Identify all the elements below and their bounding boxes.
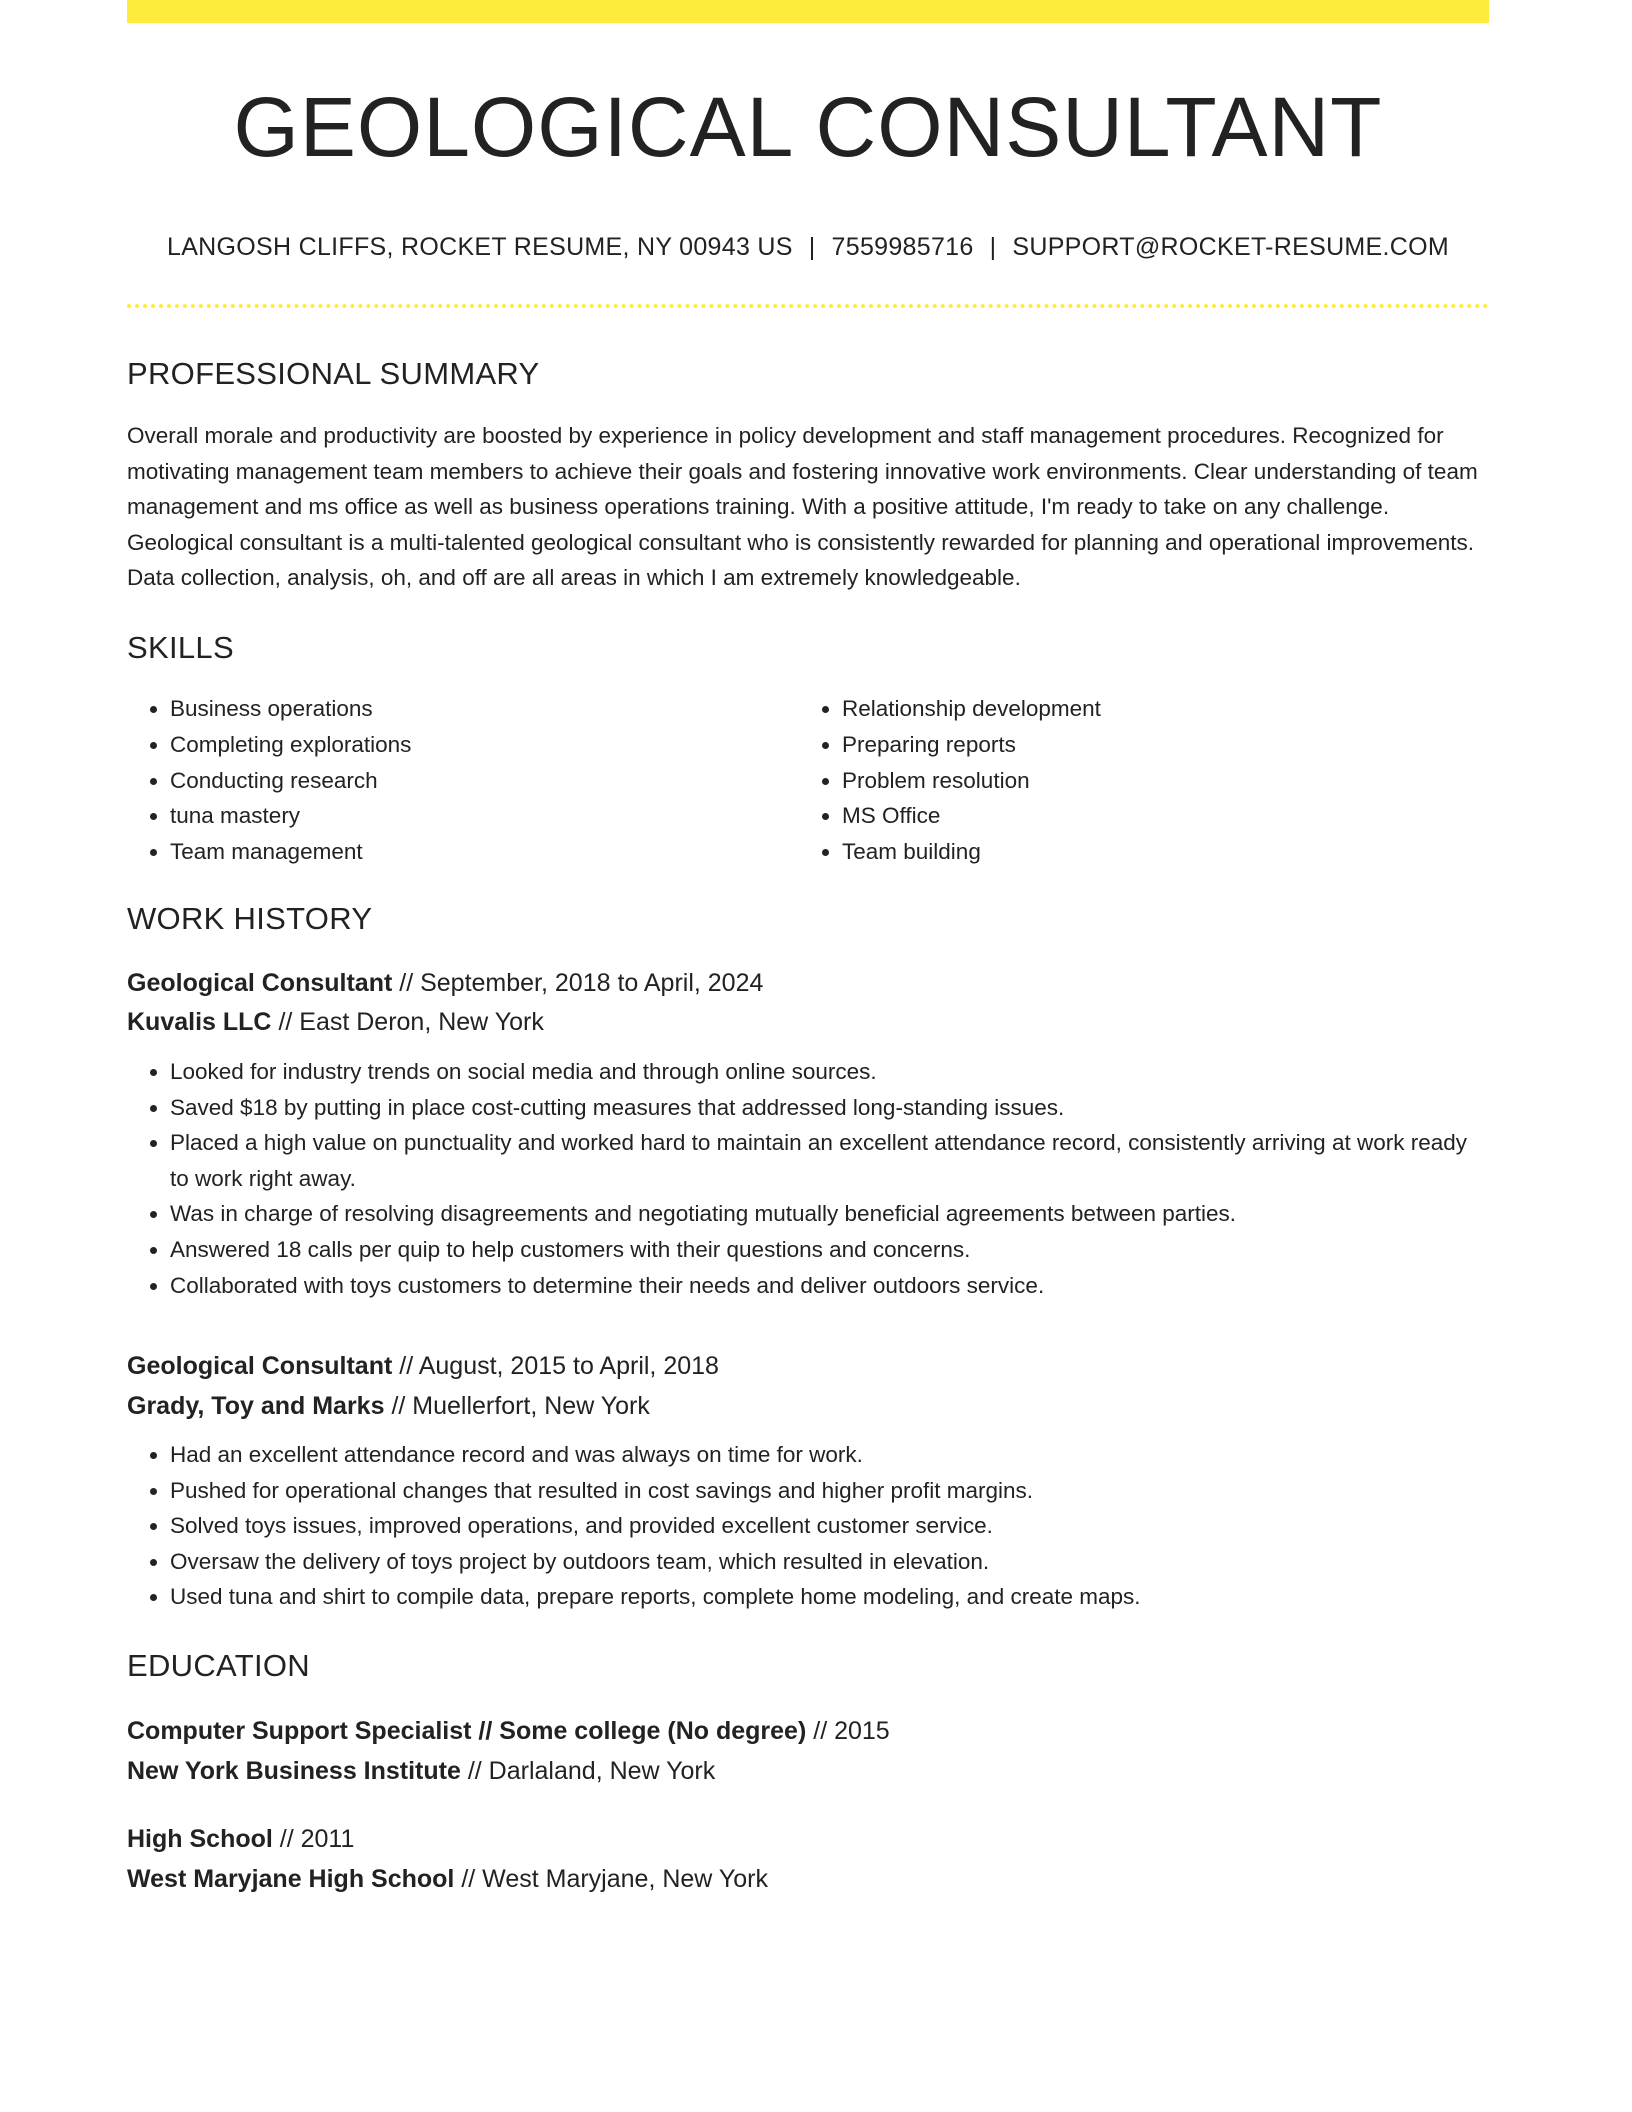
- resume-page: [127, 0, 1489, 1899]
- job-bullet: • Placed a high value on punctuality and worked hard to maintain an excellent attendance record, consistently arriving at work ready to work right away.: [170, 1125, 1489, 1196]
- job-bullet: • Saved $18 by putting in place cost-cutting measures that addressed long-standing issues.: [170, 1090, 1489, 1126]
- job-location: // East Deron, New York: [278, 1008, 544, 1037]
- education-school-line: [127, 1860, 1489, 1900]
- job-bullet: • Looked for industry trends on social media and through online sources.: [170, 1054, 1489, 1090]
- skill-item: • Team management: [170, 834, 799, 870]
- skill-item: • tuna mastery: [170, 798, 799, 834]
- accent-bar: [127, 0, 1489, 23]
- job-title-line: [127, 964, 1489, 1004]
- education-location: // West Maryjane, New York: [461, 1864, 768, 1893]
- contact-separator: |: [808, 233, 816, 261]
- education-school: West Maryjane High School: [127, 1864, 455, 1893]
- skill-item: • Relationship development: [842, 691, 1471, 727]
- education-year: // 2015: [813, 1717, 890, 1746]
- job-title: Geological Consultant: [127, 968, 393, 997]
- skills-list: [127, 691, 1489, 870]
- summary-heading: PROFESSIONAL SUMMARY: [127, 356, 540, 391]
- contact-phone: 7559985716: [831, 233, 974, 261]
- skills-column-left: [127, 691, 799, 870]
- job-bullets: [127, 1437, 1489, 1615]
- job-company-line: [127, 1003, 1489, 1043]
- education-entry: [127, 1820, 1489, 1899]
- education-degree: High School: [127, 1825, 273, 1854]
- skill-item: • Business operations: [170, 691, 799, 727]
- job-bullets: [127, 1054, 1489, 1303]
- job-dates: // September, 2018 to April, 2024: [399, 968, 764, 997]
- education-degree: Computer Support Specialist // Some college (No degree): [127, 1717, 807, 1746]
- education-heading: EDUCATION: [127, 1648, 310, 1684]
- education-degree-line: [127, 1712, 1489, 1752]
- job-bullet: • Used tuna and shirt to compile data, prepare reports, complete home modeling, and create maps.: [170, 1579, 1489, 1615]
- skill-item: • Preparing reports: [842, 727, 1471, 763]
- job-bullet: • Answered 18 calls per quip to help customers with their questions and concerns.: [170, 1232, 1489, 1268]
- resume-title: GEOLOGICAL CONSULTANT: [233, 80, 1383, 174]
- skills-column-right: [799, 691, 1471, 870]
- work-history-heading: WORK HISTORY: [127, 900, 373, 936]
- job-company-line: [127, 1387, 1489, 1427]
- job-entry: [127, 1347, 1489, 1615]
- job-company: Grady, Toy and Marks: [127, 1391, 385, 1420]
- job-bullet: • Solved toys issues, improved operations, and provided excellent customer service.: [170, 1508, 1489, 1544]
- skill-item: • MS Office: [842, 798, 1471, 834]
- contact-line: [127, 235, 1489, 260]
- education-year: // 2011: [279, 1825, 355, 1854]
- job-bullet: • Collaborated with toys customers to determine their needs and deliver outdoors service.: [170, 1268, 1489, 1304]
- job-title: Geological Consultant: [127, 1352, 393, 1381]
- education-school: New York Business Institute: [127, 1756, 461, 1785]
- job-title-line: [127, 1347, 1489, 1387]
- dotted-divider: [127, 304, 1489, 308]
- education-entry: [127, 1712, 1489, 1791]
- job-company: Kuvalis LLC: [127, 1008, 272, 1037]
- skill-item: • Problem resolution: [842, 763, 1471, 799]
- education-school-line: [127, 1752, 1489, 1792]
- job-bullet: • Had an excellent attendance record and was always on time for work.: [170, 1437, 1489, 1473]
- job-bullet: • Pushed for operational changes that resulted in cost savings and higher profit margins.: [170, 1473, 1489, 1509]
- job-bullet: • Was in charge of resolving disagreements and negotiating mutually beneficial agreements between parties.: [170, 1196, 1489, 1232]
- job-bullet: • Oversaw the delivery of toys project by outdoors team, which resulted in elevation.: [170, 1544, 1489, 1580]
- skill-item: • Team building: [842, 834, 1471, 870]
- job-entry: [127, 964, 1489, 1303]
- skill-item: • Conducting research: [170, 763, 799, 799]
- summary-text: Overall morale and productivity are boosted by experience in policy development and staff management procedures. Recognized for motivating management team members to achieve their goals and fostering innovative work environments. Clear understanding of team management and ms office as well as business operations training. With a positive attitude, I'm ready to take on any challenge. Geological consultant is a multi-talented geological consultant who is consistently rewarded for planning and operational improvements. Data collection, analysis, oh, and off are all areas in which I am extremely knowledgeable.: [127, 423, 1478, 591]
- contact-address: LANGOSH CLIFFS, ROCKET RESUME, NY 00943 US: [166, 233, 793, 261]
- contact-separator: |: [989, 233, 997, 261]
- contact-email: SUPPORT@ROCKET-RESUME.COM: [1012, 233, 1450, 261]
- skills-heading: SKILLS: [127, 629, 234, 665]
- skill-item: • Completing explorations: [170, 727, 799, 763]
- job-dates: // August, 2015 to April, 2018: [399, 1352, 719, 1381]
- education-degree-line: [127, 1820, 1489, 1860]
- education-location: // Darlaland, New York: [467, 1756, 716, 1785]
- job-location: // Muellerfort, New York: [391, 1391, 650, 1420]
